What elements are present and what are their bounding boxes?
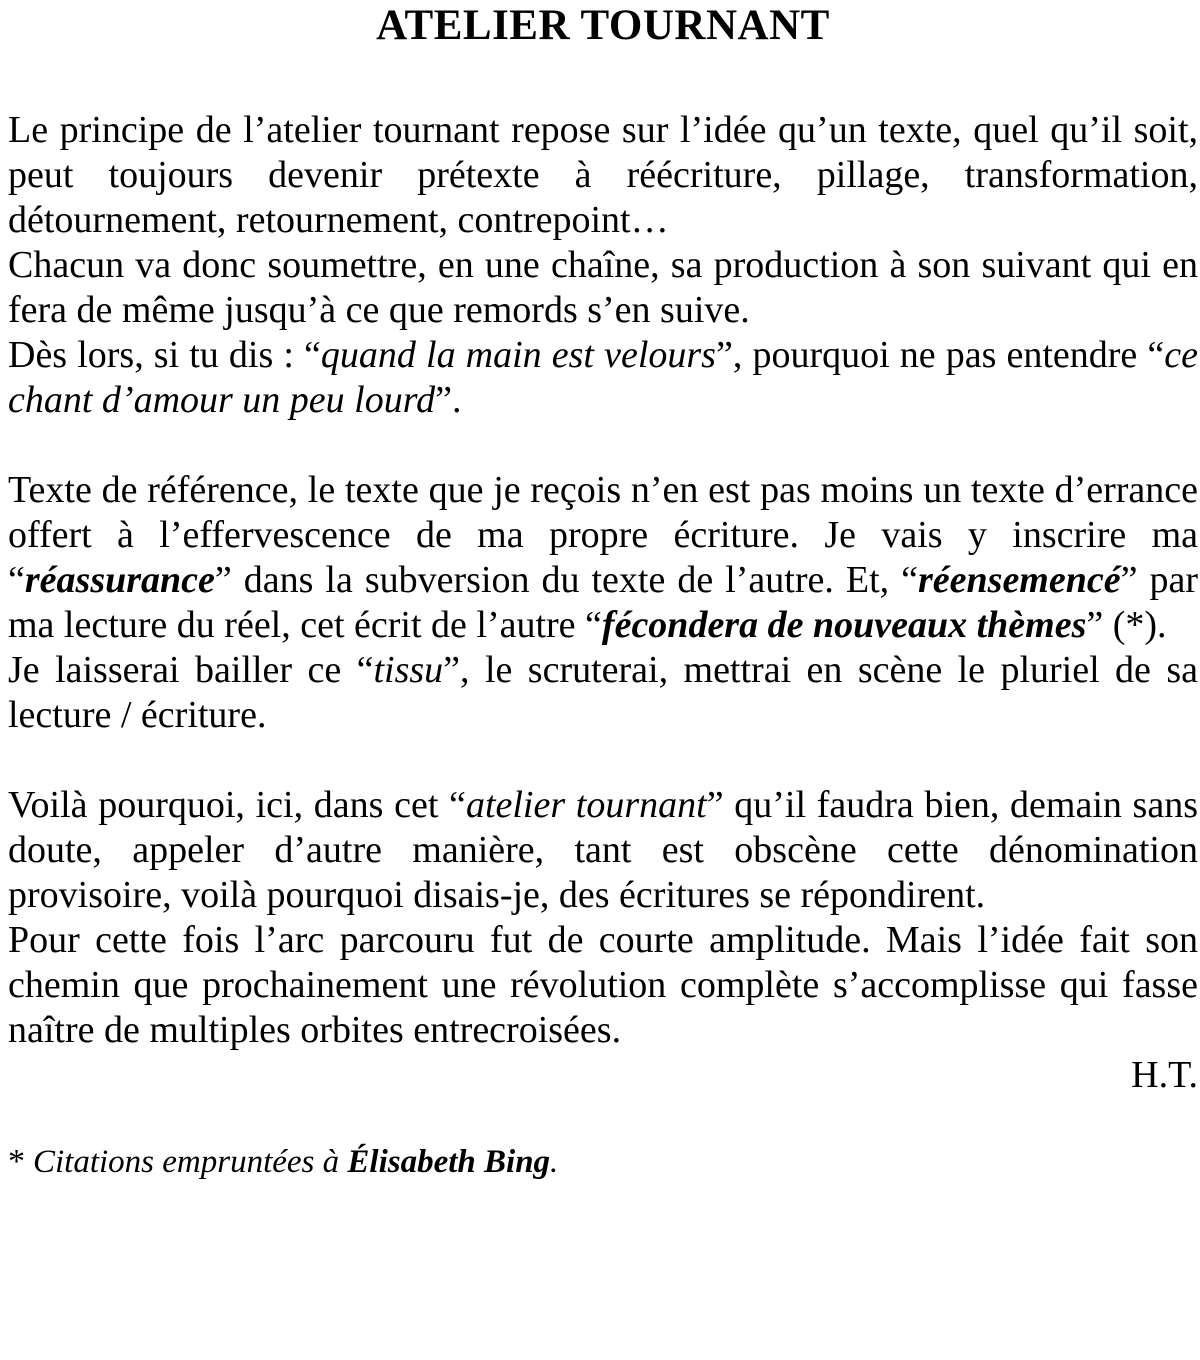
quote-reassurance: réassurance: [24, 559, 215, 601]
footnote: * Citations empruntées à Élisabeth Bing.: [8, 1143, 559, 1180]
document-body: [8, 108, 1198, 1053]
paragraph-1-sentence-3: Dès lors, si tu dis : “quand la main est velours”, pourquoi ne pas entendre “ce chant d’amour un peu lourd”.: [8, 334, 1198, 421]
paragraph-1: [8, 108, 1198, 423]
paragraph-3-sentence-1: Voilà pourquoi, ici, dans cet “atelier tournant” qu’il faudra bien, demain sans doute, appeler d’autre manière, tant est obscène cette dénomination provisoire, voilà pourquoi disais-je, des écritures se répondirent.: [8, 784, 1199, 916]
quote-atelier-tournant: atelier tournant: [465, 784, 707, 826]
quote-tissu: tissu: [373, 649, 444, 691]
quote-chant-amour: ce chant d’amour un peu lourd: [8, 334, 1198, 421]
quote-fecondera: fécondera de nouveaux thèmes: [601, 604, 1087, 646]
paragraph-1-sentence-1: Le principe de l’atelier tournant repose sur l’idée qu’un texte, quel qu’il soit, peut toujours devenir prétexte à réécriture, pillage, transformation, détournement, retournement, contrepoint…: [8, 109, 1198, 241]
paragraph-2: [8, 468, 1198, 738]
paragraph-3: [8, 783, 1198, 1053]
paragraph-3-sentence-2: Pour cette fois l’arc parcouru fut de courte amplitude. Mais l’idée fait son chemin que prochainement une révolution complète s’accomplisse qui fasse naître de multiples orbites entrecroisées.: [8, 919, 1198, 1051]
quote-reensemence: réensemencé: [918, 559, 1121, 601]
document-title: ATELIER TOURNANT: [376, 2, 830, 49]
signature: H.T.: [1131, 1054, 1198, 1096]
quote-velours: quand la main est velours: [320, 334, 716, 376]
paragraph-2-sentence-2: Je laisserai bailler ce “tissu”, le scruterai, mettrai en scène le pluriel de sa lecture / écriture.: [8, 649, 1198, 736]
document-page: [8, 0, 1198, 1182]
paragraph-2-sentence-1: Texte de référence, le texte que je reçois n’en est pas moins un texte d’errance offert à l’effervescence de ma propre écriture. Je vais y inscrire ma “réassurance” dans la subversion du texte de l’autre. Et, “réensemencé” par ma lecture du réel, cet écrit de l’autre “fécondera de nouveaux thèmes” (*).: [8, 469, 1198, 646]
footnote-author: Élisabeth Bing: [347, 1144, 551, 1180]
paragraph-1-sentence-2: Chacun va donc soumettre, en une chaîne, sa production à son suivant qui en fera de même jusqu’à ce que remords s’en suive.: [8, 244, 1198, 331]
footnote-asterisk: *: [8, 1143, 25, 1180]
